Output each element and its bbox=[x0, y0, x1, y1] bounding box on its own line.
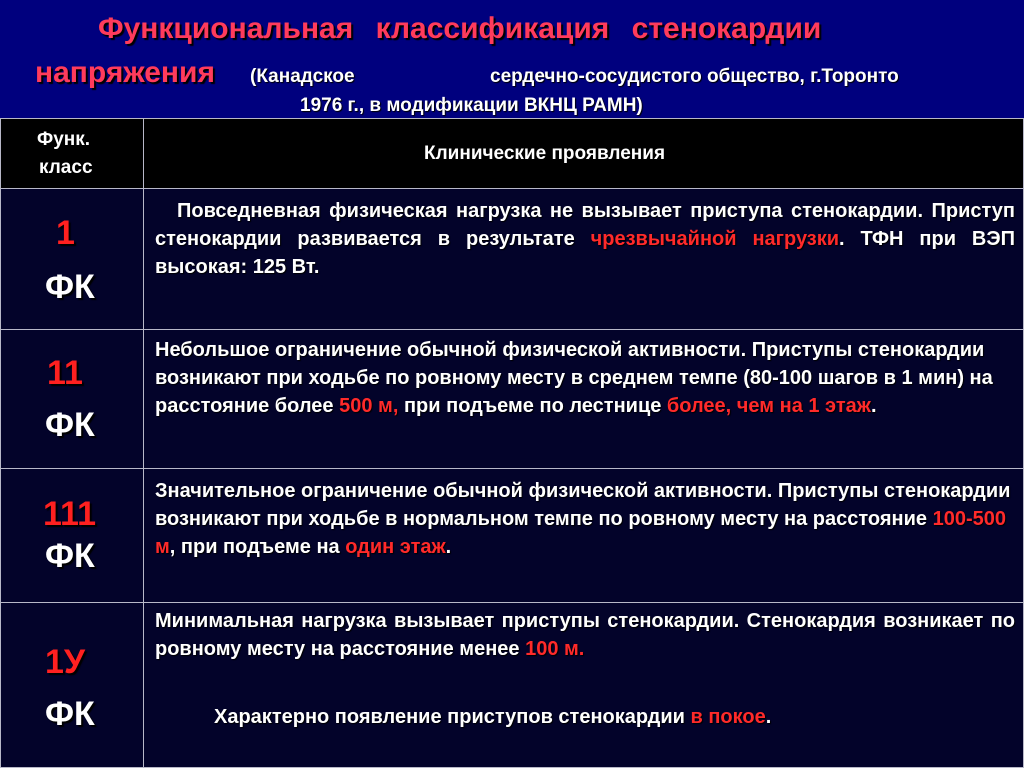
subtitle-source-line2: 1976 г., в модификации ВКНЦ РАМН) bbox=[300, 95, 643, 116]
col2-header-cell bbox=[143, 118, 1024, 189]
row2-class-cell bbox=[0, 329, 144, 469]
row3-highlight-b: один этаж bbox=[345, 536, 446, 558]
row1-class-label: ФК bbox=[45, 268, 95, 306]
row2-highlight-a: 500 м, bbox=[339, 395, 399, 417]
row3-text-b: , при подъеме на bbox=[169, 536, 346, 558]
row4-highlight-a: 100 м. bbox=[525, 638, 585, 660]
row1-text-b: . ТФН при ВЭП высокая: 125 Вт. bbox=[155, 228, 1015, 278]
title-banner bbox=[0, 0, 1024, 118]
row3-desc-cell bbox=[143, 468, 1024, 603]
row1-description bbox=[155, 197, 1015, 281]
subtitle-source-part2: сердечно-сосудистого общество, г.Торонто bbox=[490, 66, 899, 87]
row2-description bbox=[155, 336, 1015, 420]
row4-class-label: ФК bbox=[45, 695, 95, 733]
row4-text-c: . bbox=[765, 706, 772, 728]
row2-text-c: . bbox=[870, 395, 877, 417]
row3-description bbox=[155, 477, 1015, 561]
row1-class-number: 1 bbox=[56, 214, 75, 252]
row2-highlight-b: более, чем на 1 этаж bbox=[666, 395, 871, 417]
row2-class-label: ФК bbox=[45, 406, 95, 444]
row4-text-b: Характерно появление приступов стенокардии bbox=[214, 706, 691, 728]
classification-table bbox=[0, 118, 1024, 768]
row2-desc-cell bbox=[143, 329, 1024, 469]
row4-desc-cell bbox=[143, 602, 1024, 768]
page-title-line2: напряжения bbox=[35, 56, 215, 89]
row1-class-cell bbox=[0, 188, 144, 330]
row1-highlight-a: чрезвычайной нагрузки bbox=[590, 228, 840, 250]
row3-class-cell bbox=[0, 468, 144, 603]
row2-text-a: Небольшое ограничение обычной физической активности. Приступы стенокардии возникают при ходьбе по ровному месту в среднем темпе (80-100 шагов в 1 мин) на расстояние более bbox=[155, 339, 993, 417]
row4-highlight-b: в покое bbox=[690, 706, 766, 728]
col1-header-cell bbox=[0, 118, 144, 189]
col1-header-line1: Функ. bbox=[37, 129, 91, 150]
subtitle-source-part1: (Канадское bbox=[250, 66, 355, 87]
row2-text-b: при подъеме по лестнице bbox=[398, 395, 667, 417]
row3-highlight-a: 100-500 м bbox=[155, 508, 1007, 558]
row4-note bbox=[214, 703, 1014, 731]
row4-text-a: Минимальная нагрузка вызывает приступы стенокардии. Стенокардия возникает по ровному месту на расстояние менее bbox=[155, 610, 1015, 660]
row3-class-label: ФК bbox=[45, 537, 95, 575]
col1-header-line2: класс bbox=[39, 157, 93, 178]
row4-class-number: 1У bbox=[45, 643, 86, 681]
row4-description bbox=[155, 607, 1015, 663]
row1-text-a: Повседневная физическая нагрузка не вызывает приступа стенокардии. Приступ стенокардии развивается в результате bbox=[155, 200, 1015, 250]
row4-class-cell bbox=[0, 602, 144, 768]
row2-class-number: 11 bbox=[47, 354, 83, 392]
row3-class-number: 111 bbox=[43, 495, 96, 533]
row3-text-c: . bbox=[445, 536, 452, 558]
row1-desc-cell bbox=[143, 188, 1024, 330]
row3-text-a: Значительное ограничение обычной физической активности. Приступы стенокардии возникают при ходьбе в нормальном темпе по ровному месту на расстояние bbox=[155, 480, 1011, 530]
page-title: Функциональная классификация стенокардии bbox=[98, 12, 822, 45]
col2-header: Клинические проявления bbox=[424, 143, 666, 164]
